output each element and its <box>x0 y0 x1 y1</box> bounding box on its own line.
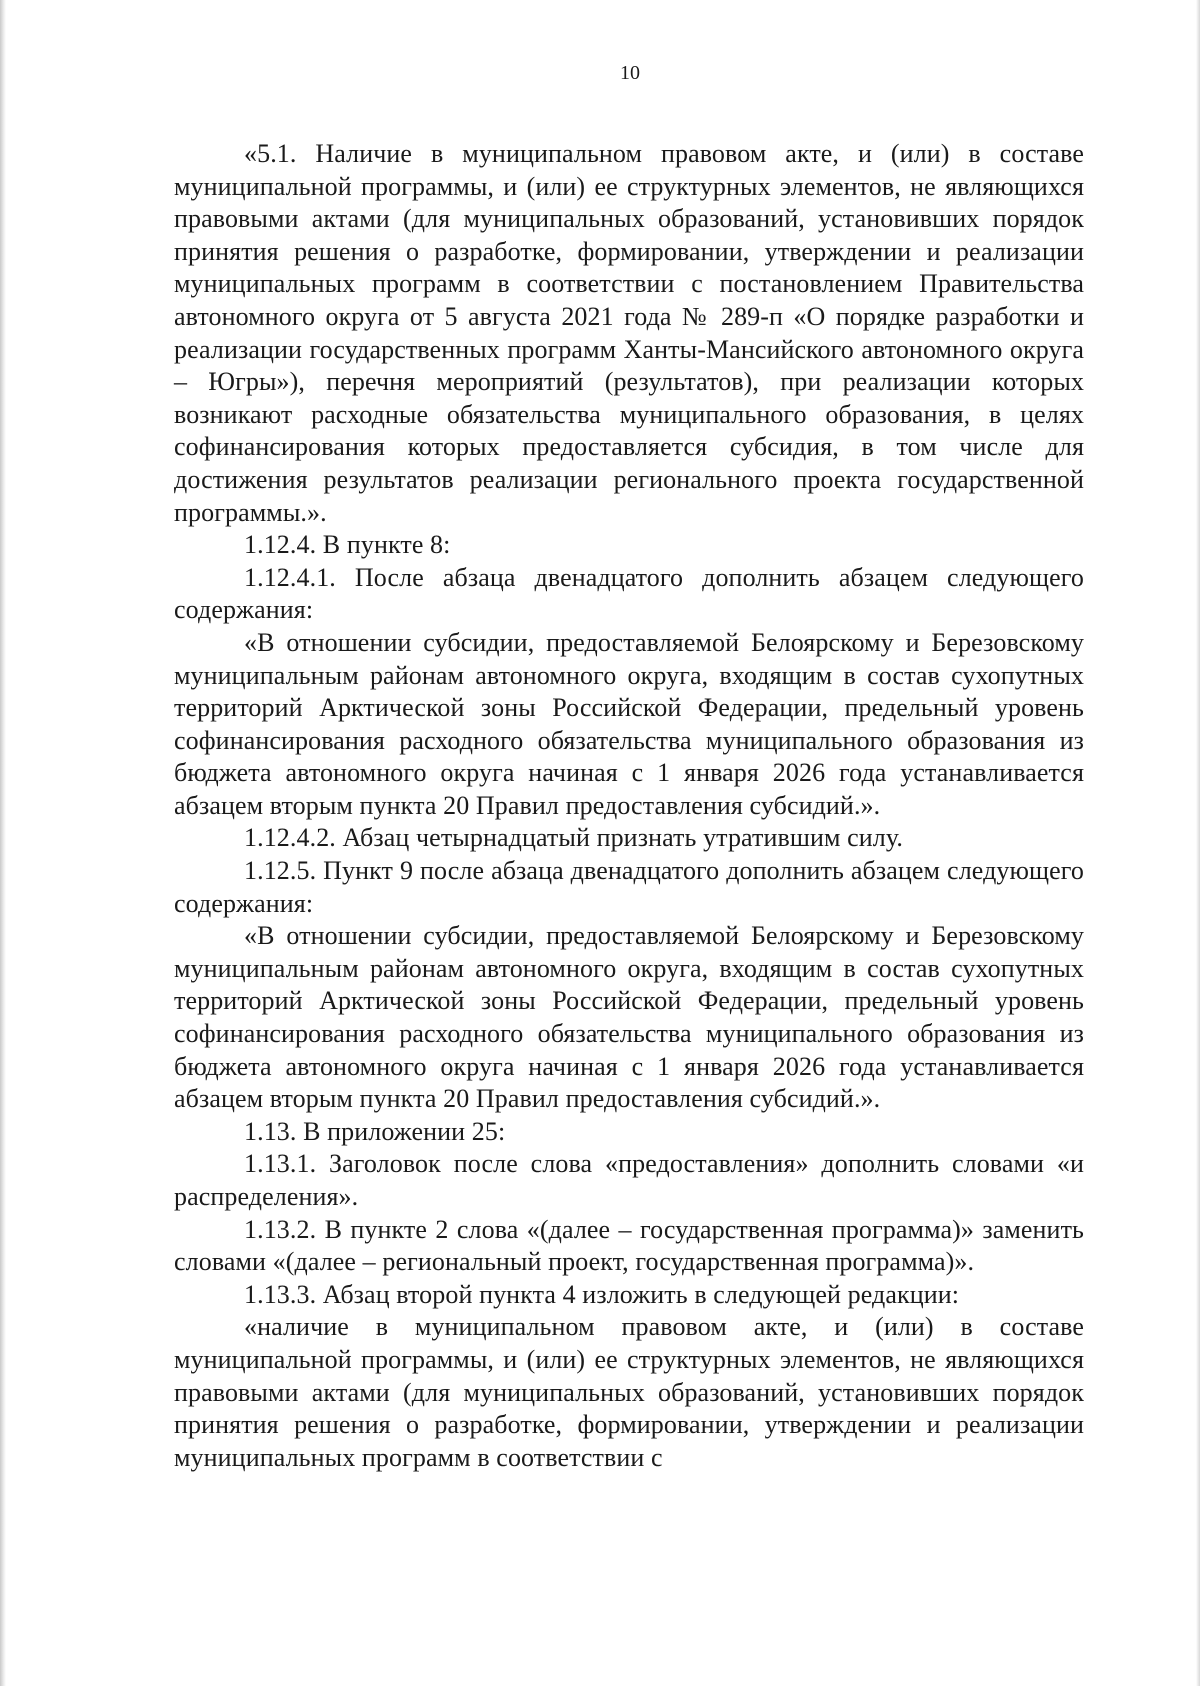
paragraph-1-13-2: 1.13.2. В пункте 2 слова «(далее – государственная программа)» заменить словами «(далее – региональный проект, государственная программа)». <box>174 1214 1084 1277</box>
paragraph-1-12-4-1: 1.12.4.1. После абзаца двенадцатого дополнить абзацем следующего содержания: <box>174 562 1084 625</box>
paragraph-1-12-5: 1.12.5. Пункт 9 после абзаца двенадцатого дополнить абзацем следующего содержания: <box>174 856 1084 918</box>
paragraph-1-13-3: 1.13.3. Абзац второй пункта 4 изложить в следующей редакции: <box>244 1279 960 1309</box>
paragraph-1-12-4-2: 1.12.4.2. Абзац четырнадцатый признать утратившим силу. <box>244 823 903 853</box>
paragraph-quote-belojarsky-1: «В отношении субсидии, предоставляемой Белоярскому и Березовскому муниципальным районам автономного округа, входящим в состав сухопутных территорий Арктической зоны Российской Федерации, предельный уровень софинансирования расходного обязательства муниципального образования из бюджета автономного округа начиная с 1 января 2026 года устанавливается абзацем вторым пункта 20 Правил предоставления субсидий.». <box>174 627 1084 820</box>
paragraph-quote-5-1: «5.1. Наличие в муниципальном правовом акте, и (или) в составе муниципальной программы, и (или) ее структурных элементов, не являющихся правовыми актами (для муниципальных образований, установивших порядок принятия решения о разработке, формировании, утверждении и реализации муниципальных программ в соответствии с постановлением Правительства автономного округа от 5 августа 2021 года № 289-п «О порядке разработки и реализации государственных программ Ханты-Мансийского автономного округа – Югры»), перечня мероприятий (результатов), при реализации которых возникают расходные обязательства муниципального образования, в целях софинансирования которых предоставляется субсидия, в том числе для достижения результатов реализации регионального проекта государственной программы.». <box>174 139 1084 527</box>
page-number: 10 <box>620 62 640 84</box>
paragraph-quote-nalichie: «наличие в муниципальном правовом акте, и (или) в составе муниципальной программы, и (или) ее структурных элементов, не являющихся правовыми актами (для муниципальных образований, установивших порядок принятия решения о разработке, формировании, утверждении и реализации муниципальных программ в соответствии с <box>174 1312 1084 1472</box>
document-body <box>174 138 1084 1474</box>
paragraph-1-12-4: 1.12.4. В пункте 8: <box>244 530 451 560</box>
paragraph-1-13: 1.13. В приложении 25: <box>244 1116 506 1146</box>
paragraph-1-13-1: 1.13.1. Заголовок после слова «предоставления» дополнить словами «и распределения». <box>174 1149 1084 1211</box>
scan-edge-right <box>1196 0 1200 1686</box>
paragraph-quote-belojarsky-2: «В отношении субсидии, предоставляемой Белоярскому и Березовскому муниципальным районам автономного округа, входящим в состав сухопутных территорий Арктической зоны Российской Федерации, предельный уровень софинансирования расходного обязательства муниципального образования из бюджета автономного округа начиная с 1 января 2026 года устанавливается абзацем вторым пункта 20 Правил предоставления субсидий.». <box>174 921 1084 1114</box>
scan-edge-left <box>0 0 6 1686</box>
